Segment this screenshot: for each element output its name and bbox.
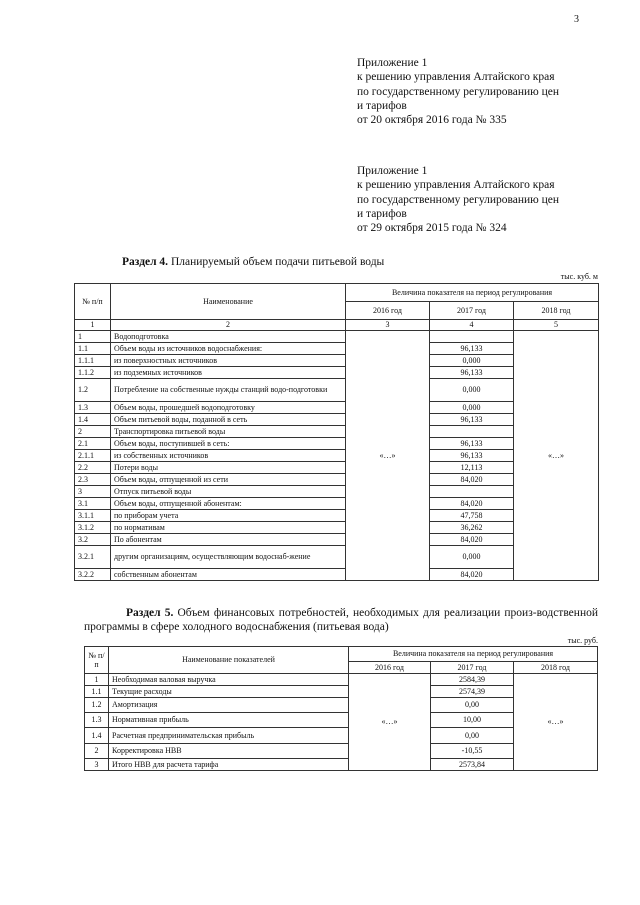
value-2017: [430, 331, 514, 343]
row-name: Нормативная прибыль: [109, 713, 349, 728]
row-num: 1.2: [85, 698, 109, 713]
value-2017: 0,000: [430, 355, 514, 367]
section5-title-text: Объем финансовых потребностей, необходимых для реализации произ-водственной программы в сфере холодного водоснабжения (питьевая вода): [84, 607, 599, 633]
appendix-header-previous: [357, 164, 559, 235]
row-name: Амортизация: [109, 698, 349, 713]
value-2017: 84,020: [430, 498, 514, 510]
section5-title: [84, 606, 598, 634]
row-num: 2.2: [75, 462, 111, 474]
value-2018-placeholder: «…»: [514, 331, 599, 581]
header-year-2017: 2017 год: [430, 302, 514, 320]
table-row: [85, 674, 598, 686]
row-num: 3: [85, 759, 109, 771]
value-2017: 2574,39: [431, 686, 514, 698]
row-name: из поверхностных источников: [111, 355, 346, 367]
row-num: 1.1: [75, 343, 111, 355]
header-year-2016: 2016 год: [346, 302, 430, 320]
row-num: 1.4: [85, 728, 109, 744]
row-num: 3: [75, 486, 111, 498]
header-year-2017: 2017 год: [431, 662, 514, 674]
row-num: 3.2.1: [75, 546, 111, 569]
row-name: Объем воды, прошедшей водоподготовку: [111, 402, 346, 414]
row-num: 3.1.2: [75, 522, 111, 534]
value-2017: 0,00: [431, 698, 514, 713]
value-2017: -10,55: [431, 744, 514, 759]
header-num: № п/п: [75, 284, 111, 320]
appendix-line: по государственному регулированию цен: [357, 85, 560, 98]
appendix-line: от 20 октября 2016 года № 335: [357, 114, 507, 127]
header-period: Величина показателя на период регулирования: [346, 284, 599, 302]
row-name: Текущие расходы: [109, 686, 349, 698]
row-num: 2.1.1: [75, 450, 111, 462]
row-name: Отпуск питьевой воды: [111, 486, 346, 498]
row-num: 1.3: [75, 402, 111, 414]
col-number: 1: [75, 320, 111, 331]
value-2016-placeholder: «…»: [349, 674, 431, 771]
value-2017: 96,133: [430, 367, 514, 379]
header-year-2018: 2018 год: [514, 302, 599, 320]
row-name: Объем воды, отпущенной абонентам:: [111, 498, 346, 510]
row-num: 3.1.1: [75, 510, 111, 522]
appendix-line: от 29 октября 2015 года № 324: [357, 222, 507, 235]
row-name: по нормативам: [111, 522, 346, 534]
row-name: Итого НВВ для расчета тарифа: [109, 759, 349, 771]
section5-table: [84, 646, 598, 771]
page-number: 3: [574, 14, 579, 25]
row-name: Расчетная предпринимательская прибыль: [109, 728, 349, 744]
value-2017: 0,00: [431, 728, 514, 744]
value-2017: 96,133: [430, 414, 514, 426]
col-number: 4: [430, 320, 514, 331]
value-2016-placeholder: «…»: [346, 331, 430, 581]
row-num: 3.2: [75, 534, 111, 546]
row-name: Объем воды, отпущенной из сети: [111, 474, 346, 486]
row-name: Транспортировка питьевой воды: [111, 426, 346, 438]
row-name: Объем воды из источников водоснабжения:: [111, 343, 346, 355]
row-num: 1: [75, 331, 111, 343]
value-2017: 96,133: [430, 343, 514, 355]
appendix-line: Приложение 1: [357, 57, 428, 69]
header-name: Наименование показателей: [109, 647, 349, 674]
col-number: 2: [111, 320, 346, 331]
value-2017: 84,020: [430, 534, 514, 546]
section4-table: [74, 283, 599, 581]
header-year-2018: 2018 год: [514, 662, 598, 674]
row-num: 2.3: [75, 474, 111, 486]
section5-label: Раздел 5.: [126, 607, 174, 619]
appendix-line: и тарифов: [357, 207, 407, 220]
value-2017: 96,133: [430, 438, 514, 450]
row-num: 2: [75, 426, 111, 438]
row-name: собственным абонентам: [111, 569, 346, 581]
row-num: 1.3: [85, 713, 109, 728]
value-2017: [430, 486, 514, 498]
table-row: [75, 331, 599, 343]
header-num: № п/п: [85, 647, 109, 674]
row-num: 3.1: [75, 498, 111, 510]
section4-label: Раздел 4.: [122, 256, 169, 268]
row-num: 1: [85, 674, 109, 686]
row-name: Объем питьевой воды, поданной в сеть: [111, 414, 346, 426]
col-number: 3: [346, 320, 430, 331]
value-2017: 84,020: [430, 474, 514, 486]
header-name: Наименование: [111, 284, 346, 320]
value-2017: 12,113: [430, 462, 514, 474]
value-2017: 84,020: [430, 569, 514, 581]
value-2017: 0,000: [430, 402, 514, 414]
row-name: Водоподготовка: [111, 331, 346, 343]
header-year-2016: 2016 год: [349, 662, 431, 674]
section4-title-text: Планируемый объем подачи питьевой воды: [168, 256, 385, 268]
row-name: Необходимая валовая выручка: [109, 674, 349, 686]
value-2017: 0,000: [430, 379, 514, 402]
row-name: По абонентам: [111, 534, 346, 546]
row-name: Потери воды: [111, 462, 346, 474]
row-num: 1.1: [85, 686, 109, 698]
appendix-line: к решению управления Алтайского края: [357, 71, 555, 84]
row-name: Потребление на собственные нужды станций водо-подготовки: [111, 379, 346, 402]
appendix-header-current: [357, 56, 559, 127]
row-name: Объем воды, поступившей в сеть:: [111, 438, 346, 450]
section4-title: [122, 256, 384, 268]
value-2017: 10,00: [431, 713, 514, 728]
row-num: 2.1: [75, 438, 111, 450]
section5-units: тыс. руб.: [567, 636, 598, 645]
value-2017: 36,262: [430, 522, 514, 534]
row-name: Корректировка НВВ: [109, 744, 349, 759]
row-num: 3.2.2: [75, 569, 111, 581]
value-2017: 47,758: [430, 510, 514, 522]
row-name: из подземных источников: [111, 367, 346, 379]
value-2017: 2584,39: [431, 674, 514, 686]
header-period: Величина показателя на период регулирования: [349, 647, 598, 662]
section4-units: тыс. куб. м: [560, 272, 598, 281]
value-2018-placeholder: «…»: [514, 674, 598, 771]
appendix-line: к решению управления Алтайского края: [357, 179, 555, 192]
row-num: 1.1.1: [75, 355, 111, 367]
value-2017: 0,000: [430, 546, 514, 569]
appendix-line: по государственному регулированию цен: [357, 193, 560, 206]
appendix-line: Приложение 1: [357, 165, 428, 177]
row-num: 1.1.2: [75, 367, 111, 379]
row-num: 1.4: [75, 414, 111, 426]
col-number: 5: [514, 320, 599, 331]
row-name: из собственных источников: [111, 450, 346, 462]
row-num: 2: [85, 744, 109, 759]
appendix-line: и тарифов: [357, 99, 407, 112]
value-2017: 2573,84: [431, 759, 514, 771]
row-name: по приборам учета: [111, 510, 346, 522]
row-num: 1.2: [75, 379, 111, 402]
value-2017: [430, 426, 514, 438]
row-name: другим организациям, осуществляющим водоснаб-жение: [111, 546, 346, 569]
value-2017: 96,133: [430, 450, 514, 462]
